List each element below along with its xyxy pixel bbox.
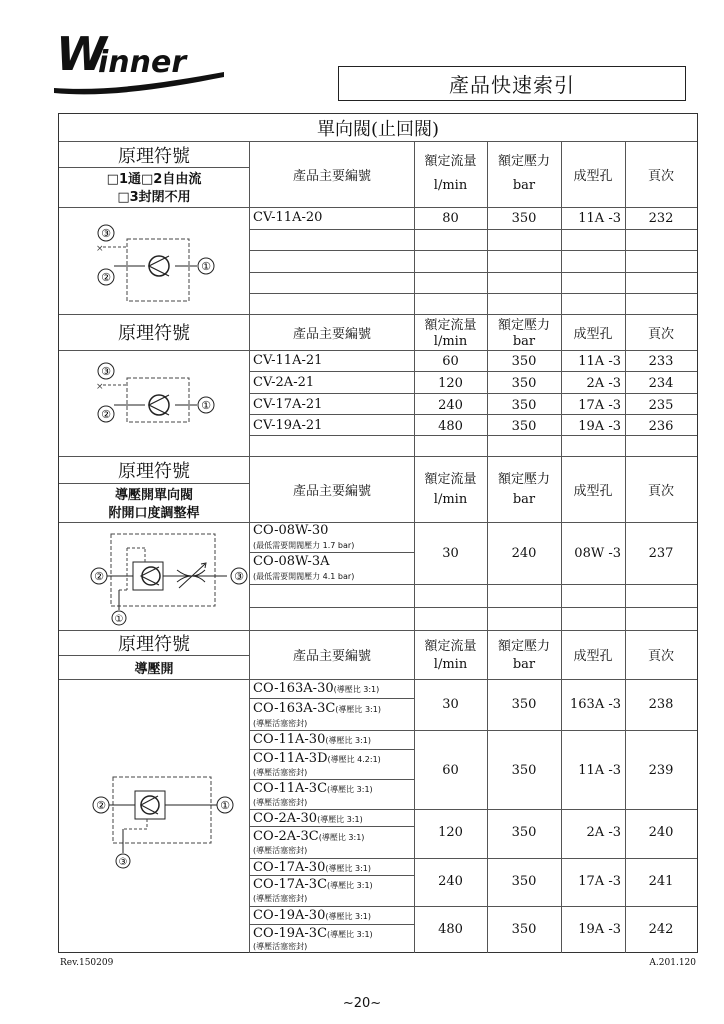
winner-logo [48, 22, 228, 102]
flow-value: 240 [438, 398, 463, 413]
header-pressure: 額定壓力 [497, 317, 550, 333]
page-value: 236 [648, 419, 674, 434]
flow-value: 240 [438, 874, 463, 889]
model-number: CO-11A-3D(導壓比 4.2:1) [253, 751, 381, 766]
header-flow-unit: l/min [433, 333, 468, 349]
symbol-desc: □3封閉不用 [117, 190, 191, 205]
page-value: 240 [648, 825, 674, 840]
header-model: 產品主要編號 [292, 649, 371, 664]
header-pressure-unit: bar [512, 177, 536, 193]
model-note: (最低需要開閥壓力 1.7 bar) [253, 541, 355, 550]
model-number: CO-2A-30(導壓比 3:1) [253, 811, 363, 826]
symbol-desc: 導壓開 [134, 661, 174, 677]
port-3-label: ③ [118, 857, 128, 868]
model-note: (導壓活塞密封) [253, 942, 308, 951]
port-2-label: ② [96, 799, 106, 812]
check-valve-symbol [79, 214, 249, 309]
pressure-value: 350 [511, 922, 537, 937]
model-number: CO-163A-30(導壓比 3:1) [253, 681, 380, 696]
flow-value: 60 [442, 354, 459, 369]
model-note: (導壓活塞密封) [253, 719, 308, 728]
header-page: 頁次 [647, 649, 674, 664]
table-title: 單向閥(止回閥) [316, 118, 440, 140]
port-2-label: ② [101, 271, 111, 284]
flow-value: 480 [438, 419, 463, 434]
model-number: CO-19A-3C(導壓比 3:1) [253, 926, 373, 941]
header-flow: 額定流量 [424, 471, 477, 487]
header-page: 頁次 [647, 168, 674, 184]
cavity-value: 19A -3 [578, 419, 621, 434]
cavity-value: 163A -3 [570, 697, 621, 712]
model-number: CV-11A-21 [253, 353, 323, 368]
flow-value: 120 [438, 825, 463, 840]
header-model: 產品主要編號 [292, 483, 371, 499]
valve-index-table [58, 113, 698, 953]
index-title: 產品快速索引 [338, 66, 686, 101]
cavity-value: 08W -3 [574, 546, 621, 561]
port-1-label: ① [201, 260, 211, 273]
page-number: ~20~ [342, 996, 382, 1011]
page-value: 242 [648, 922, 674, 937]
model-number: CV-17A-21 [253, 397, 323, 412]
header-cavity: 成型孔 [573, 326, 613, 342]
model-number: CO-11A-3C(導壓比 3:1) [253, 781, 373, 796]
header-page: 頁次 [647, 326, 674, 342]
model-number: CO-17A-3C(導壓比 3:1) [253, 877, 373, 892]
model-number: CO-17A-30(導壓比 3:1) [253, 860, 372, 875]
pressure-value: 350 [511, 697, 537, 712]
model-note: (導壓活塞密封) [253, 768, 308, 777]
model-number: CO-11A-30(導壓比 3:1) [253, 732, 372, 747]
header-cavity: 成型孔 [573, 649, 613, 664]
port-2-label: ② [101, 408, 111, 421]
header-pressure: 額定壓力 [497, 638, 550, 654]
pressure-value: 240 [511, 546, 537, 561]
model-number: CO-2A-3C(導壓比 3:1) [253, 829, 365, 844]
model-note: (導壓活塞密封) [253, 798, 308, 807]
port-2-label: ② [94, 570, 104, 583]
svg-text:×: × [96, 382, 104, 392]
page-value: 235 [648, 398, 674, 413]
header-flow: 額定流量 [424, 638, 477, 654]
cavity-value: 11A -3 [578, 763, 621, 778]
svg-text:inner: inner [98, 45, 187, 80]
page-value: 232 [648, 211, 674, 226]
header-flow: 額定流量 [424, 317, 477, 333]
model-number: CO-08W-30 [253, 523, 329, 538]
page-value: 234 [648, 376, 674, 391]
revision-code: Rev.150209 [60, 958, 114, 968]
header-model: 產品主要編號 [292, 168, 371, 184]
header-flow: 額定流量 [424, 153, 477, 169]
page-value: 237 [648, 546, 674, 561]
cavity-value: 17A -3 [578, 398, 621, 413]
symbol-desc: 導壓開單向閥 [114, 487, 193, 503]
pilot-operated-check-valve-symbol [87, 769, 249, 879]
cavity-value: 2A -3 [586, 825, 621, 840]
pilot-check-valve-symbol [87, 526, 249, 626]
symbol-title: 原理符號 [118, 323, 190, 344]
page-value: 238 [648, 697, 674, 712]
port-3-label: ③ [234, 570, 244, 583]
pressure-value: 350 [511, 398, 537, 413]
port-1-label: ① [201, 399, 211, 412]
check-valve-symbol [79, 354, 249, 449]
model-note: (導壓活塞密封) [253, 846, 308, 855]
flow-value: 480 [438, 922, 463, 937]
symbol-title: 原理符號 [118, 146, 190, 167]
page-value: 241 [648, 874, 674, 889]
page-value: 233 [648, 354, 674, 369]
header-model: 產品主要編號 [292, 326, 371, 342]
model-number: CO-19A-30(導壓比 3:1) [253, 908, 372, 923]
cavity-value: 11A -3 [578, 354, 621, 369]
cavity-value: 11A -3 [578, 211, 621, 226]
header-flow-unit: l/min [433, 177, 468, 193]
header-pressure: 額定壓力 [497, 153, 550, 169]
port-3-label: ③ [101, 227, 111, 240]
flow-value: 120 [438, 376, 463, 391]
symbol-desc: 附開口度調整桿 [108, 506, 200, 521]
flow-value: 30 [442, 546, 459, 561]
header-pressure-unit: bar [512, 656, 536, 672]
cavity-value: 17A -3 [578, 874, 621, 889]
header-page: 頁次 [647, 483, 674, 499]
header-pressure-unit: bar [512, 333, 536, 349]
svg-text:×: × [96, 244, 104, 254]
model-note: (導壓活塞密封) [253, 894, 308, 903]
header-pressure: 額定壓力 [497, 471, 550, 487]
pressure-value: 350 [511, 874, 537, 889]
flow-value: 80 [442, 211, 459, 226]
model-number: CV-19A-21 [253, 418, 323, 433]
pressure-value: 350 [511, 354, 537, 369]
model-number: CO-08W-3A [253, 554, 330, 569]
port-1-label: ① [114, 614, 124, 625]
symbol-desc: □1通□2自由流 [106, 172, 202, 187]
cavity-value: 19A -3 [578, 922, 621, 937]
symbol-title: 原理符號 [118, 634, 190, 655]
flow-value: 30 [442, 697, 459, 712]
header-cavity: 成型孔 [573, 168, 613, 184]
pressure-value: 350 [511, 419, 537, 434]
header-flow-unit: l/min [433, 491, 468, 507]
port-1-label: ① [220, 799, 230, 812]
header-cavity: 成型孔 [573, 483, 613, 499]
model-number: CV-2A-21 [253, 375, 315, 390]
model-note: (最低需要開閥壓力 4.1 bar) [253, 572, 355, 581]
pressure-value: 350 [511, 376, 537, 391]
svg-text:W: W [56, 27, 107, 81]
flow-value: 60 [442, 763, 459, 778]
page-value: 239 [648, 763, 674, 778]
model-number: CO-163A-3C(導壓比 3:1) [253, 701, 381, 716]
header-flow-unit: l/min [433, 656, 468, 672]
symbol-title: 原理符號 [118, 461, 190, 482]
pressure-value: 350 [511, 211, 537, 226]
model-number: CV-11A-20 [253, 210, 323, 225]
pressure-value: 350 [511, 763, 537, 778]
port-3-label: ③ [101, 365, 111, 378]
cavity-value: 2A -3 [586, 376, 621, 391]
header-pressure-unit: bar [512, 491, 536, 507]
document-code: A.201.120 [649, 958, 696, 968]
pressure-value: 350 [511, 825, 537, 840]
